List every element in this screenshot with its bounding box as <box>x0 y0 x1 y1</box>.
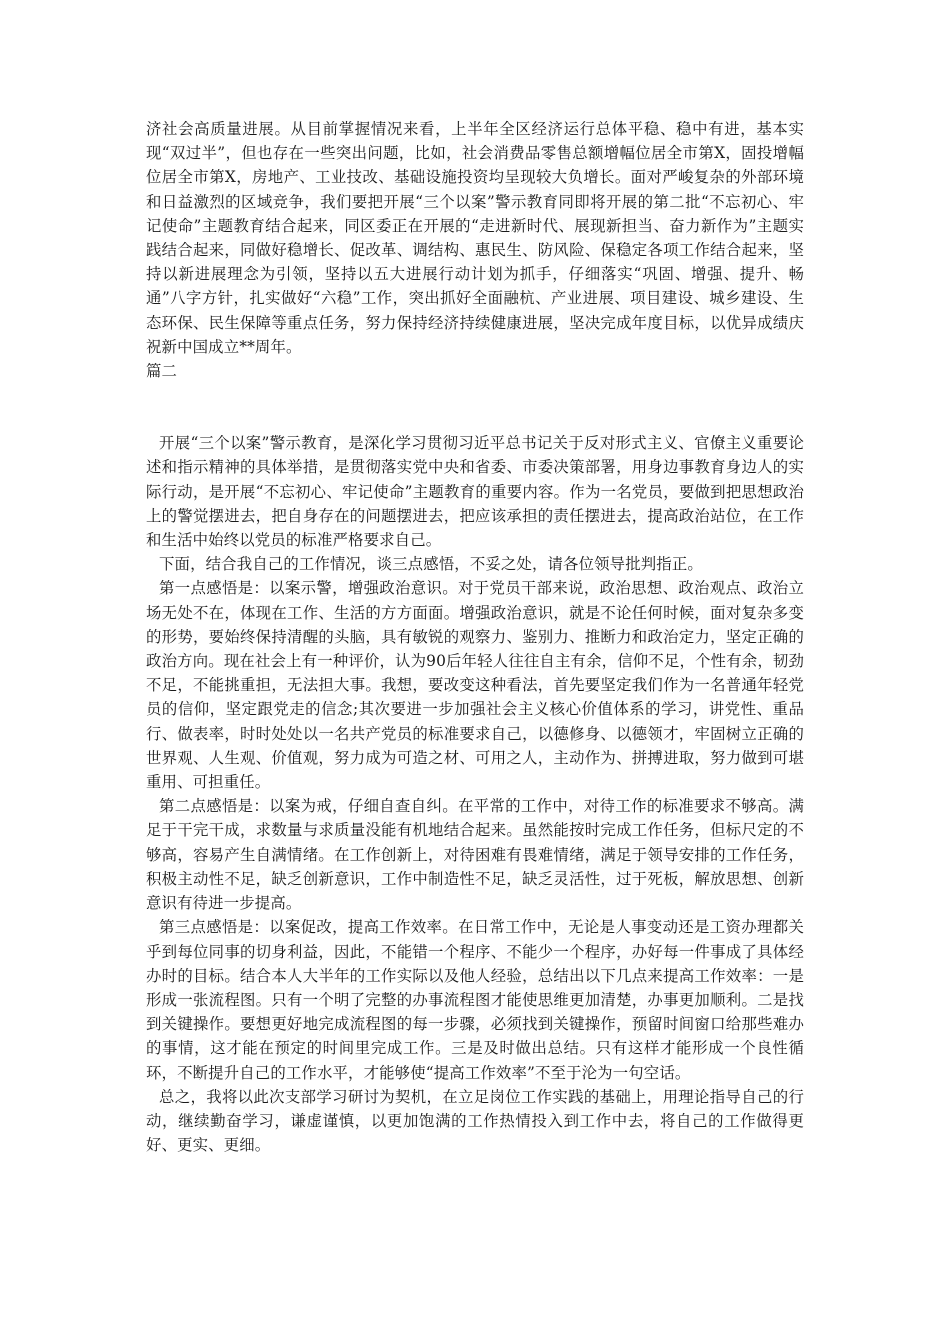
paragraph-insight-one: 第一点感悟是：以案示警，增强政治意识。对于党员干部来说，政治思想、政治观点、政治立场无处不在，体现在工作、生活的方方面面。增强政治意识，就是不论任何时候，面对复杂多变的形势，要始终保持清醒的头脑，具有敏锐的观察力、鉴别力、推断力和政治定力，坚定正确的政治方向。现在社会上有一种评价，认为90后年轻人往往自主有余，信仰不足，个性有余，韧劲不足，不能挑重担，无法担大事。我想，要改变这种看法，首先要坚定我们作为一名普通年轻党员的信仰，坚定跟党走的信念;其次要进一步加强社会主义核心价值体系的学习，讲党性、重品行、做表率，时时处处以一名共产党员的标准要求自己，以德修身、以德领才，牢固树立正确的世界观、人生观、价值观，努力成为可造之材、可用之人，主动作为、拼搏进取，努力做到可堪重用、可担重任。 <box>146 579 804 792</box>
paragraph-insight-two: 第二点感悟是：以案为戒，仔细自查自纠。在平常的工作中，对待工作的标准要求不够高。满足于干完干成，求数量与求质量没能有机地结合起来。虽然能按时完成工作任务，但标尺定的不够高，容易产生自满情绪。在工作创新上，对待困难有畏难情绪，满足于领导安排的工作任务，积极主动性不足，缺乏创新意识，工作中制造性不足，缺乏灵活性，过于死板，解放思想、创新意识有待进一步提高。 <box>146 797 804 913</box>
paragraph-transition: 下面，结合我自己的工作情况，谈三点感悟，不妥之处，请各位领导批判指正。 <box>159 555 703 574</box>
paragraph-economy: 济社会高质量进展。从目前掌握情况来看，上半年全区经济运行总体平稳、稳中有进，基本实现“双过半”，但也存在一些突出问题，比如，社会消费品零售总额增幅位居全市第X，固投增幅位居全市第X，房地产、工业技改、基础设施投资均呈现较大负增长。面对严峻复杂的外部环境和日益激烈的区域竞争，我们要把开展“三个以案”警示教育同即将开展的第二批“不忘初心、牢记使命”主题教育结合起来，同区委正在开展的“走进新时代、展现新担当、奋力新作为”主题实践结合起来，同做好稳增长、促改革、调结构、惠民生、防风险、保稳定各项工作结合起来，坚持以新进展理念为引领，坚持以五大进展行动计划为抓手，仔细落实“巩固、增强、提升、畅通”八字方针，扎实做好“六稳”工作，突出抓好全面融杭、产业进展、项目建设、城乡建设、生态环保、民生保障等重点任务，努力保持经济持续健康进展，坚决完成年度目标，以优异成绩庆祝新中国成立**周年。 <box>146 120 804 356</box>
paragraph-intro: 开展“三个以案”警示教育，是深化学习贯彻习近平总书记关于反对形式主义、官僚主义重要论述和指示精神的具体举措，是贯彻落实党中央和省委、市委决策部署，用身边事教育身边人的实际行动，是开展“不忘初心、牢记使命”主题教育的重要内容。作为一名党员，要做到把思想政治上的警觉摆进去，把自身存在的问题摆进去，把应该承担的责任摆进去，提高政治站位，在工作和生活中始终以党员的标准严格要求自己。 <box>146 434 804 550</box>
section-heading: 篇二 <box>146 362 178 381</box>
paragraph-conclusion: 总之，我将以此次支部学习研讨为契机，在立足岗位工作实践的基础上，用理论指导自己的行动，继续勤奋学习，谦虚谨慎，以更加饱满的工作热情投入到工作中去，将自己的工作做得更好、更实、更细。 <box>146 1087 804 1155</box>
document-page <box>146 117 804 1157</box>
paragraph-insight-three: 第三点感悟是：以案促改，提高工作效率。在日常工作中，无论是人事变动还是工资办理都关乎到每位同事的切身利益，因此，不能错一个程序、不能少一个程序，办好每一件事成了具体经办时的目标。结合本人大半年的工作实际以及他人经验，总结出以下几点来提高工作效率：一是形成一张流程图。只有一个明了完整的办事流程图才能使思维更加清楚，办事更加顺利。二是找到关键操作。要想更好地完成流程图的每一步骤，必须找到关键操作，预留时间窗口给那些难办的事情，这才能在预定的时间里完成工作。三是及时做出总结。只有这样才能形成一个良性循环，不断提升自己的工作水平，才能够使“提高工作效率”不至于沦为一句空话。 <box>146 918 804 1082</box>
section-gap <box>146 383 804 431</box>
